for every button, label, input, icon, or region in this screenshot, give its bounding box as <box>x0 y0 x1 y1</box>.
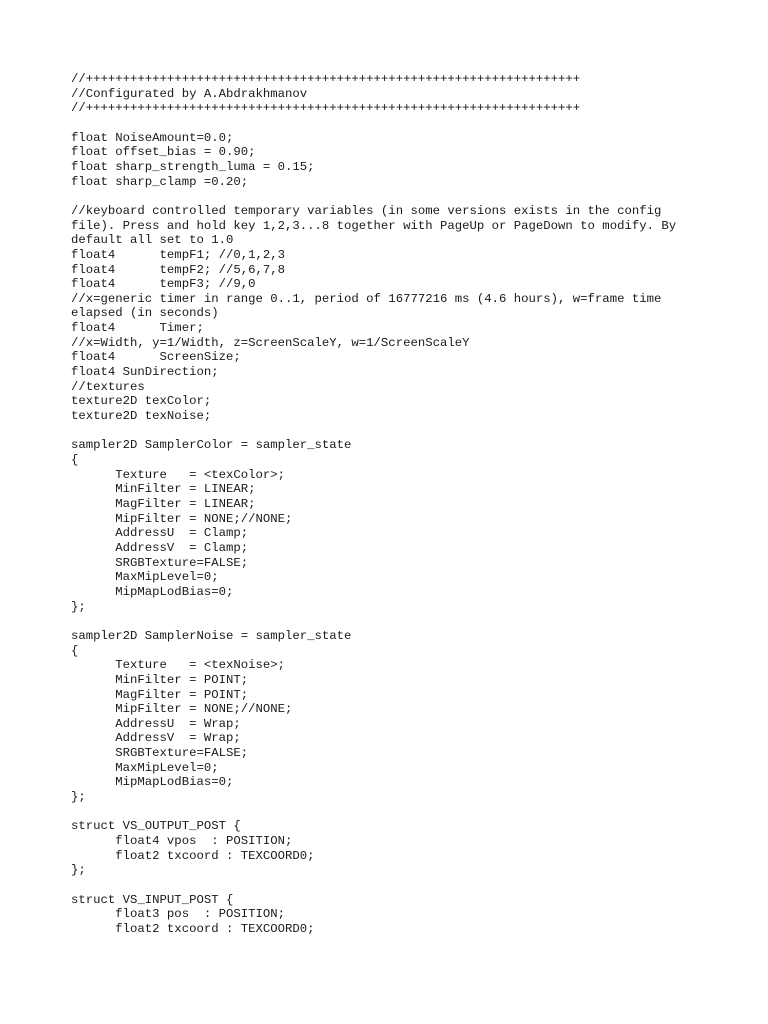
code-line <box>71 116 701 131</box>
code-line: MipMapLodBias=0; <box>71 775 234 790</box>
code-line: //x=Width, y=1/Width, z=ScreenScaleY, w=1/ScreenScaleY <box>71 335 470 350</box>
code-line <box>71 878 701 893</box>
code-line: float sharp_clamp =0.20; <box>71 174 249 189</box>
code-line: file). Press and hold key 1,2,3...8 together with PageUp or PageDown to modify. By <box>71 218 677 233</box>
code-line <box>71 614 701 629</box>
code-line: MipMapLodBias=0; <box>71 584 234 599</box>
code-line: MagFilter = LINEAR; <box>71 496 256 511</box>
code-line: texture2D texNoise; <box>71 409 212 424</box>
code-line: elapsed (in seconds) <box>71 306 219 321</box>
code-line: MipFilter = NONE;//NONE; <box>71 511 293 526</box>
code-line: float4 SunDirection; <box>71 365 219 380</box>
code-line: AddressV = Wrap; <box>71 731 241 746</box>
code-line: texture2D texColor; <box>71 394 212 409</box>
code-line: MaxMipLevel=0; <box>71 570 219 585</box>
code-line: float sharp_strength_luma = 0.15; <box>71 159 315 174</box>
code-listing <box>71 72 701 937</box>
code-line: //keyboard controlled temporary variables (in some versions exists in the config <box>71 203 662 218</box>
code-line: float NoiseAmount=0.0; <box>71 130 234 145</box>
code-line: float4 vpos : POSITION; <box>71 834 293 849</box>
code-line: { <box>71 643 79 658</box>
code-line: default all set to 1.0 <box>71 233 234 248</box>
code-line: MinFilter = LINEAR; <box>71 482 256 497</box>
code-line: //Configurated by A.Abdrakhmanov <box>71 86 308 101</box>
code-line: AddressV = Clamp; <box>71 540 249 555</box>
code-line: //+++++++++++++++++++++++++++++++++++++++++++++++++++++++++++++++++++ <box>71 101 581 116</box>
code-line: AddressU = Clamp; <box>71 526 249 541</box>
code-line: float4 tempF1; //0,1,2,3 <box>71 247 286 262</box>
code-line: }; <box>71 790 86 805</box>
code-line: Texture = <texNoise>; <box>71 658 286 673</box>
code-line: float4 ScreenSize; <box>71 350 241 365</box>
code-line: float2 txcoord : TEXCOORD0; <box>71 921 315 936</box>
code-line: MinFilter = POINT; <box>71 672 249 687</box>
code-line: sampler2D SamplerColor = sampler_state <box>71 438 352 453</box>
code-line: Texture = <texColor>; <box>71 467 286 482</box>
code-line: float3 pos : POSITION; <box>71 907 286 922</box>
code-line: float4 Timer; <box>71 321 204 336</box>
code-line: MipFilter = NONE;//NONE; <box>71 702 293 717</box>
code-line: //+++++++++++++++++++++++++++++++++++++++++++++++++++++++++++++++++++ <box>71 72 581 86</box>
code-line: float offset_bias = 0.90; <box>71 145 256 160</box>
code-line: float4 tempF3; //9,0 <box>71 277 256 292</box>
code-line: SRGBTexture=FALSE; <box>71 555 249 570</box>
code-line: { <box>71 453 79 468</box>
code-line: MaxMipLevel=0; <box>71 760 219 775</box>
code-line: sampler2D SamplerNoise = sampler_state <box>71 628 352 643</box>
code-line: float2 txcoord : TEXCOORD0; <box>71 848 315 863</box>
code-line: float4 tempF2; //5,6,7,8 <box>71 262 286 277</box>
code-line: MagFilter = POINT; <box>71 687 249 702</box>
code-line: AddressU = Wrap; <box>71 716 241 731</box>
code-line: SRGBTexture=FALSE; <box>71 746 249 761</box>
code-line: //x=generic timer in range 0..1, period of 16777216 ms (4.6 hours), w=frame time <box>71 291 662 306</box>
code-line: struct VS_OUTPUT_POST { <box>71 819 241 834</box>
code-line <box>71 189 701 204</box>
code-line <box>71 424 701 439</box>
code-line: //textures <box>71 379 145 394</box>
code-line: struct VS_INPUT_POST { <box>71 892 234 907</box>
code-line: }; <box>71 863 86 878</box>
code-line <box>71 805 701 820</box>
code-line: }; <box>71 599 86 614</box>
